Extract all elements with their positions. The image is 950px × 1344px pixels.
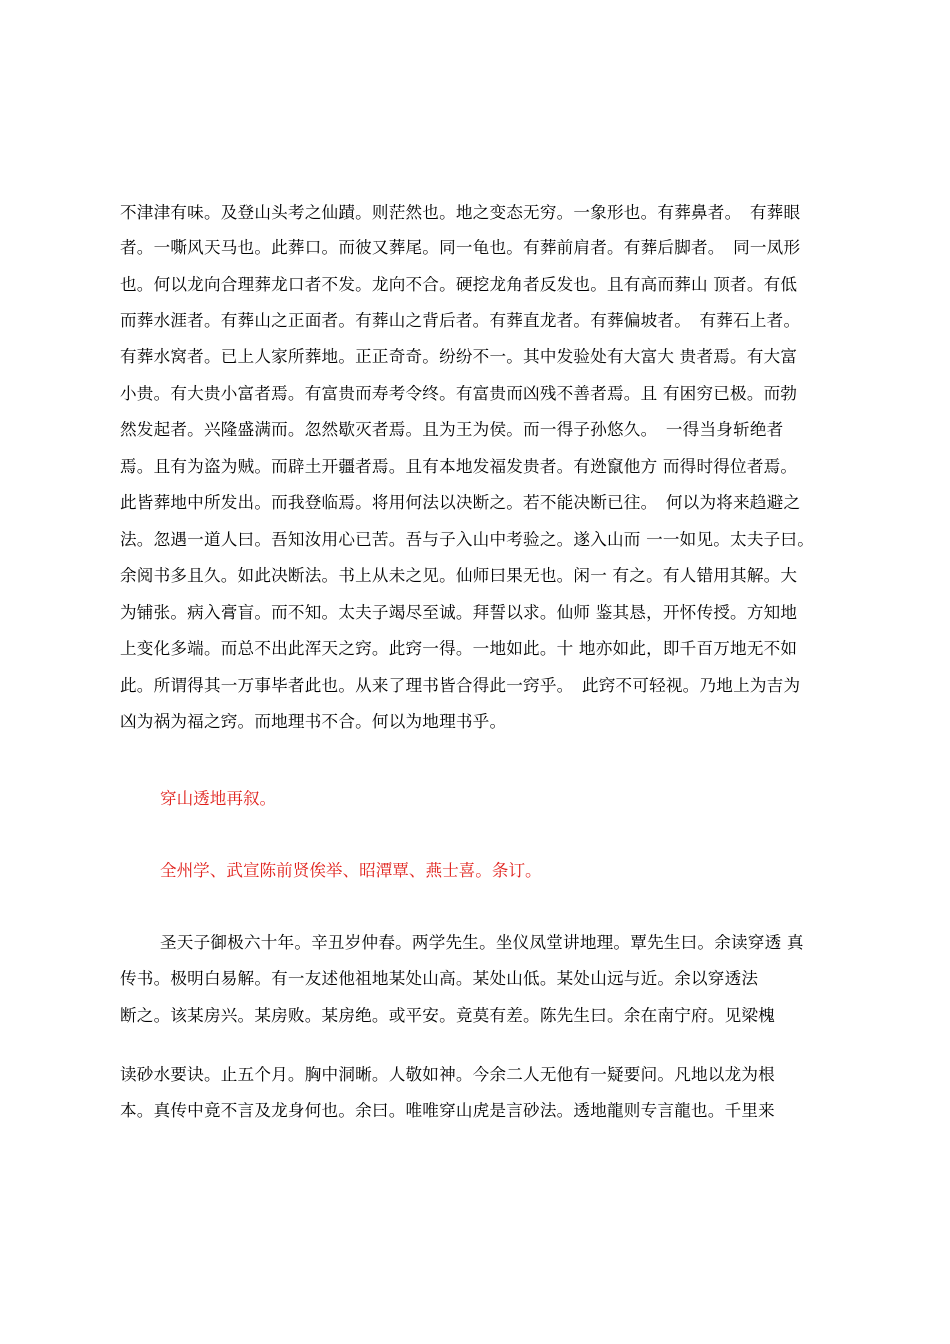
text-line: 上变化多端。而总不出此浑天之窍。此窍一得。一地如此。十 地亦如此，即千百万地无不如 [120, 639, 798, 658]
text-line: 此皆葬地中所发出。而我登临焉。将用何法以决断之。若不能决断已往。 何以为将来趋避之 [120, 493, 801, 512]
text-line: 凶为祸为福之窍。而地理书不合。何以为地理书乎。 [120, 712, 507, 731]
text-line: 而葬水涯者。有葬山之正面者。有葬山之背后者。有葬直龙者。有葬偏坡者。 有葬石上者。 [120, 311, 801, 330]
text-line: 传书。极明白易解。有一友述他祖地某处山高。某处山低。某处山远与近。余以穿透法 [120, 969, 759, 988]
text-line: 法。忽遇一道人曰。吾知汝用心已苦。吾与子入山中考验之。遂入山而 一一如见。太夫子曰。 [120, 530, 815, 549]
text-line: 者。一嘶风天马也。此葬口。而彼又葬尾。同一龟也。有葬前肩者。有葬后脚者。 同一凤形 [120, 238, 801, 257]
text-line: 然发起者。兴隆盛满而。忽然歇灭者焉。且为王为侯。而一得子孙悠久。 一得当身斩绝者 [120, 420, 784, 439]
text-line: 本。真传中竟不言及龙身何也。余曰。唯唯穿山虎是言砂法。透地龍则专言龍也。千里来 [120, 1101, 775, 1120]
text-line: 有葬水窝者。已上人家所葬地。正正奇奇。纷纷不一。其中发验处有大富大 贵者焉。有大富 [120, 347, 798, 366]
text-line: 不津津有味。及登山头考之仙蹟。则茫然也。地之变态无穷。一象形也。有葬鼻者。 有葬眼 [120, 203, 801, 222]
text-line: 读砂水要诀。止五个月。胸中洞晰。人敬如神。今余二人无他有一疑要问。凡地以龙为根 [120, 1065, 775, 1084]
text-line: 焉。且有为盗为贼。而辟土开疆者焉。且有本地发福发贵者。有迯竄他方 而得时得位者焉。 [120, 457, 798, 476]
text-line: 此。所谓得其一万事毕者此也。从来了理书皆合得此一窍乎。 此窍不可轻视。乃地上为吉为 [120, 676, 801, 695]
text-line: 也。何以龙向合理葬龙口者不发。龙向不合。硬挖龙角者反发也。且有高而葬山 顶者。有低 [120, 275, 798, 294]
text-line: 小贵。有大贵小富者焉。有富贵而寿考令终。有富贵而凶残不善者焉。且 有困穷已极。而勃 [120, 384, 798, 403]
section-heading: 穿山透地再叙。 [160, 789, 277, 808]
text-line: 为铺张。病入膏盲。而不知。太夫子竭尽至诚。拜誓以求。仙师 鉴其恳，开怀传授。方知地 [120, 603, 798, 622]
compiler-credit: 全州学、武宣陈前贤俟举、昭潭覃、燕士喜。条订。 [160, 861, 542, 880]
text-line: 余阅书多且久。如此决断法。书上从未之见。仙师曰果无也。闲一 有之。有人错用其解。大 [120, 566, 798, 585]
text-line: 圣天子御极六十年。辛丑岁仲春。两学先生。坐仪凤堂讲地理。覃先生曰。余读穿透 真 [160, 933, 804, 952]
text-line: 断之。该某房兴。某房败。某房绝。或平安。竟莫有差。陈先生曰。余在南宁府。见梁槐 [120, 1006, 775, 1025]
